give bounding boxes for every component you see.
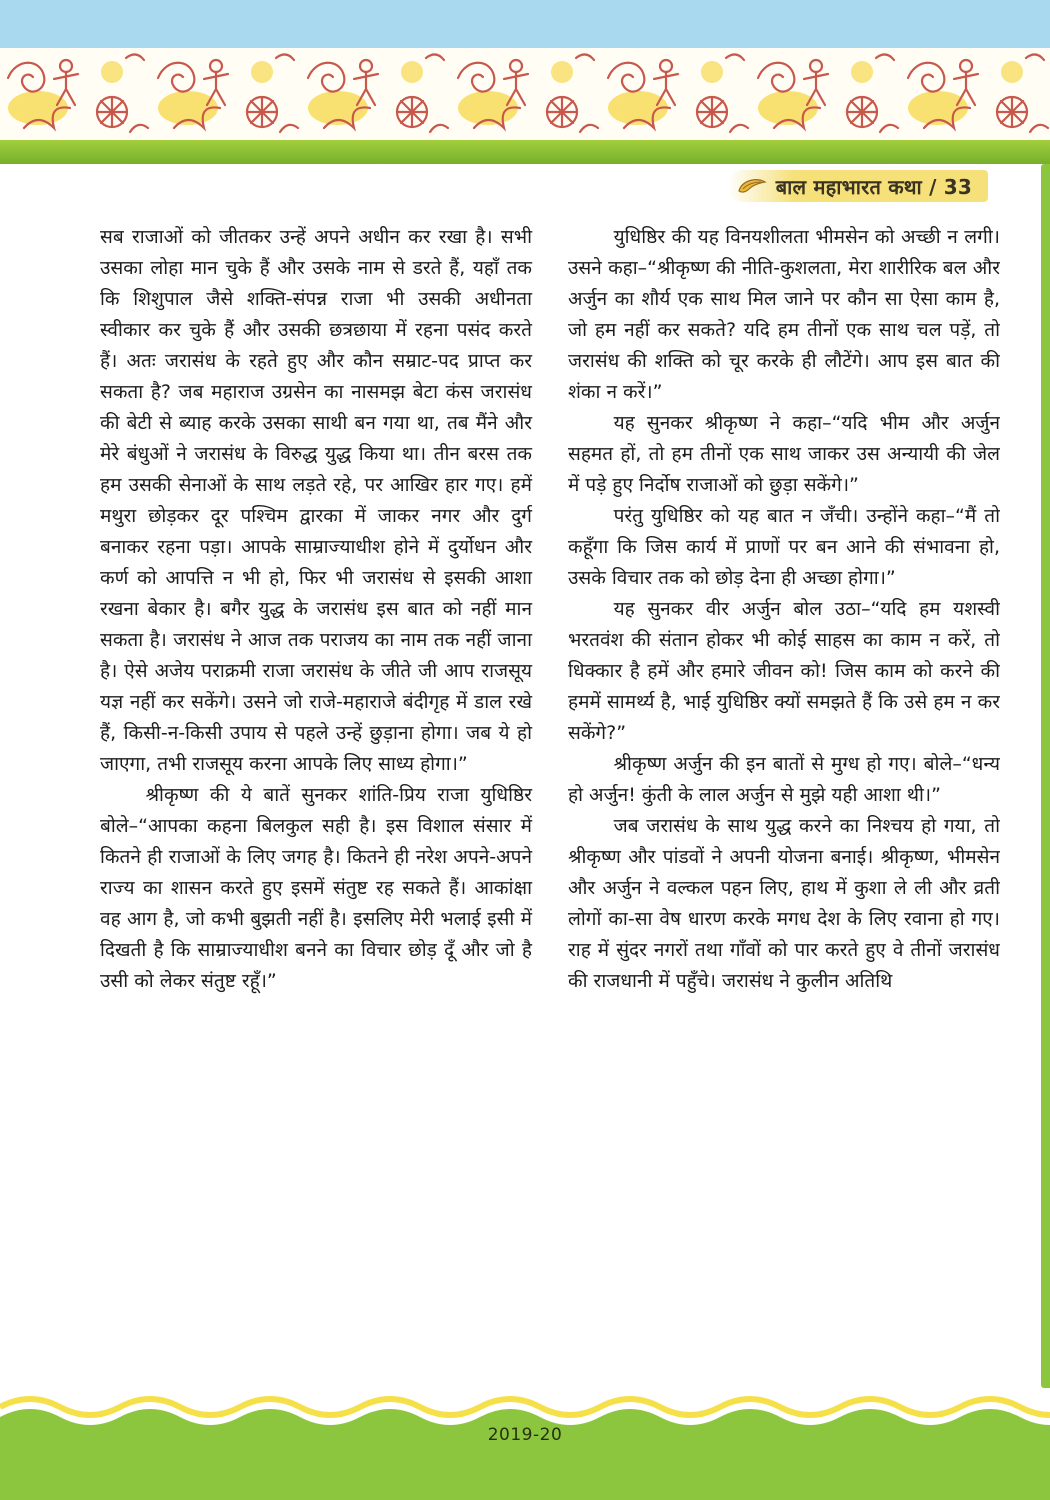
footer-band [0,1385,1050,1500]
paragraph: जब जरासंध के साथ युद्ध करने का निश्चय हो गया, तो श्रीकृष्ण और पांडवों ने अपनी योजना बनाई। श्रीकृष्ण, भीमसेन और अर्जुन ने वल्कल पहन लिए, हाथ में कुशा ले ली और व्रती लोगों का-सा वेष धारण करके मगध देश के लिए रवाना हो गए। राह में सुंदर नगरों तथा गाँवों को पार करते हुए वे तीनों जरासंध की राजधानी में पहुँचे। जरासंध ने कुलीन अतिथि [568,815,1000,992]
paragraph: युधिष्ठिर की यह विनयशीलता भीमसेन को अच्छी न लगी। उसने कहा–“श्रीकृष्ण की नीति-कुशलता, मेरा शारीरिक बल और अर्जुन का शौर्य एक साथ मिल जाने पर कौन सा ऐसा काम है, जो हम नहीं कर सकते? यदि हम तीनों एक साथ चल पड़ें, तो जरासंध की शक्ति को चूर करके ही लौटेंगे। आप इस बात की शंका न करें।” [568,226,1000,403]
paragraph: श्रीकृष्ण अर्जुन की इन बातों से मुग्ध हो गए। बोले–“धन्य हो अर्जुन! कुंती के लाल अर्जुन से मुझे यही आशा थी।” [568,753,1000,806]
conch-icon [737,176,767,196]
grass-band [0,140,1050,164]
sky-strip [0,0,1050,48]
right-column [568,222,1000,1362]
decorative-frieze [0,48,1050,140]
left-column [100,222,532,1362]
page-header [727,170,988,202]
text-columns [100,222,1000,1362]
paragraph: परंतु युधिष्ठिर को यह बात न जँची। उन्होंने कहा–“मैं तो कहूँगा कि जिस कार्य में प्राणों पर बन आने की संभावना हो, उसके विचार तक को छोड़ देना ही अच्छा होगा।” [568,505,1000,589]
footer-year: 2019-20 [487,1425,563,1445]
paragraph: यह सुनकर वीर अर्जुन बोल उठा–“यदि हम यशस्वी भरतवंश की संतान होकर भी कोई साहस का काम न करें, तो धिक्कार है हमें और हमारे जीवन को! जिस काम को करने की हममें सामर्थ्य है, भाई युधिष्ठिर क्यों समझते हैं कि उसे हम न कर सकेंगे?” [568,598,1000,744]
right-edge-strip [1041,164,1050,1388]
paragraph: यह सुनकर श्रीकृष्ण ने कहा–“यदि भीम और अर्जुन सहमत हों, तो हम तीनों एक साथ जाकर उस अन्यायी की जेल में पड़े हुए निर्दोष राजाओं को छुड़ा सकेंगे।” [568,412,1000,496]
paragraph: श्रीकृष्ण की ये बातें सुनकर शांति-प्रिय राजा युधिष्ठिर बोले–“आपका कहना बिलकुल सही है। इस विशाल संसार में कितने ही राजाओं के लिए जगह है। कितने ही नरेश अपने-अपने राज्य का शासन करते हुए इसमें संतुष्ट रह सकते हैं। आकांक्षा वह आग है, जो कभी बुझती नहीं है। इसलिए मेरी भलाई इसी में दिखती है कि साम्राज्याधीश बनने का विचार छोड़ दूँ और जो है उसी को लेकर संतुष्ट रहूँ।” [100,784,532,992]
page-title: बाल महाभारत कथा / 33 [775,174,972,199]
paragraph: सब राजाओं को जीतकर उन्हें अपने अधीन कर रखा है। सभी उसका लोहा मान चुके हैं और उसके नाम से डरते हैं, यहाँ तक कि शिशुपाल जैसे शक्ति-संपन्न राजा भी उसकी अधीनता स्वीकार कर चुके हैं और उसकी छत्रछाया में रहना पसंद करते हैं। अतः जरासंध के रहते हुए और कौन सम्राट-पद प्राप्त कर सकता है? जब महाराज उग्रसेन का नासमझ बेटा कंस जरासंध की बेटी से ब्याह करके उसका साथी बन गया था, तब मैंने और मेरे बंधुओं ने जरासंध के विरुद्ध युद्ध किया था। तीन बरस तक हम उसकी सेनाओं के साथ लड़ते रहे, पर आखिर हार गए। हमें मथुरा छोड़कर दूर पश्चिम द्वारका में जाकर नगर और दुर्ग बनाकर रहना पड़ा। आपके साम्राज्याधीश होने में दुर्योधन और कर्ण को आपत्ति न भी हो, फिर भी जरासंध से इसकी आशा रखना बेकार है। बगैर युद्ध के जरासंध इस बात को नहीं मान सकता है। जरासंध ने आज तक पराजय का नाम तक नहीं जाना है। ऐसे अजेय पराक्रमी राजा जरासंध के जीते जी आप राजसूय यज्ञ नहीं कर सकेंगे। उसने जो राजे-महाराजे बंदीगृह में डाल रखे हैं, किसी-न-किसी उपाय से पहले उन्हें छुड़ाना होगा। जब ये हो जाएगा, तभी राजसूय करना आपके लिए साध्य होगा।” [100,226,532,775]
footer-wave-green [0,1409,1050,1500]
